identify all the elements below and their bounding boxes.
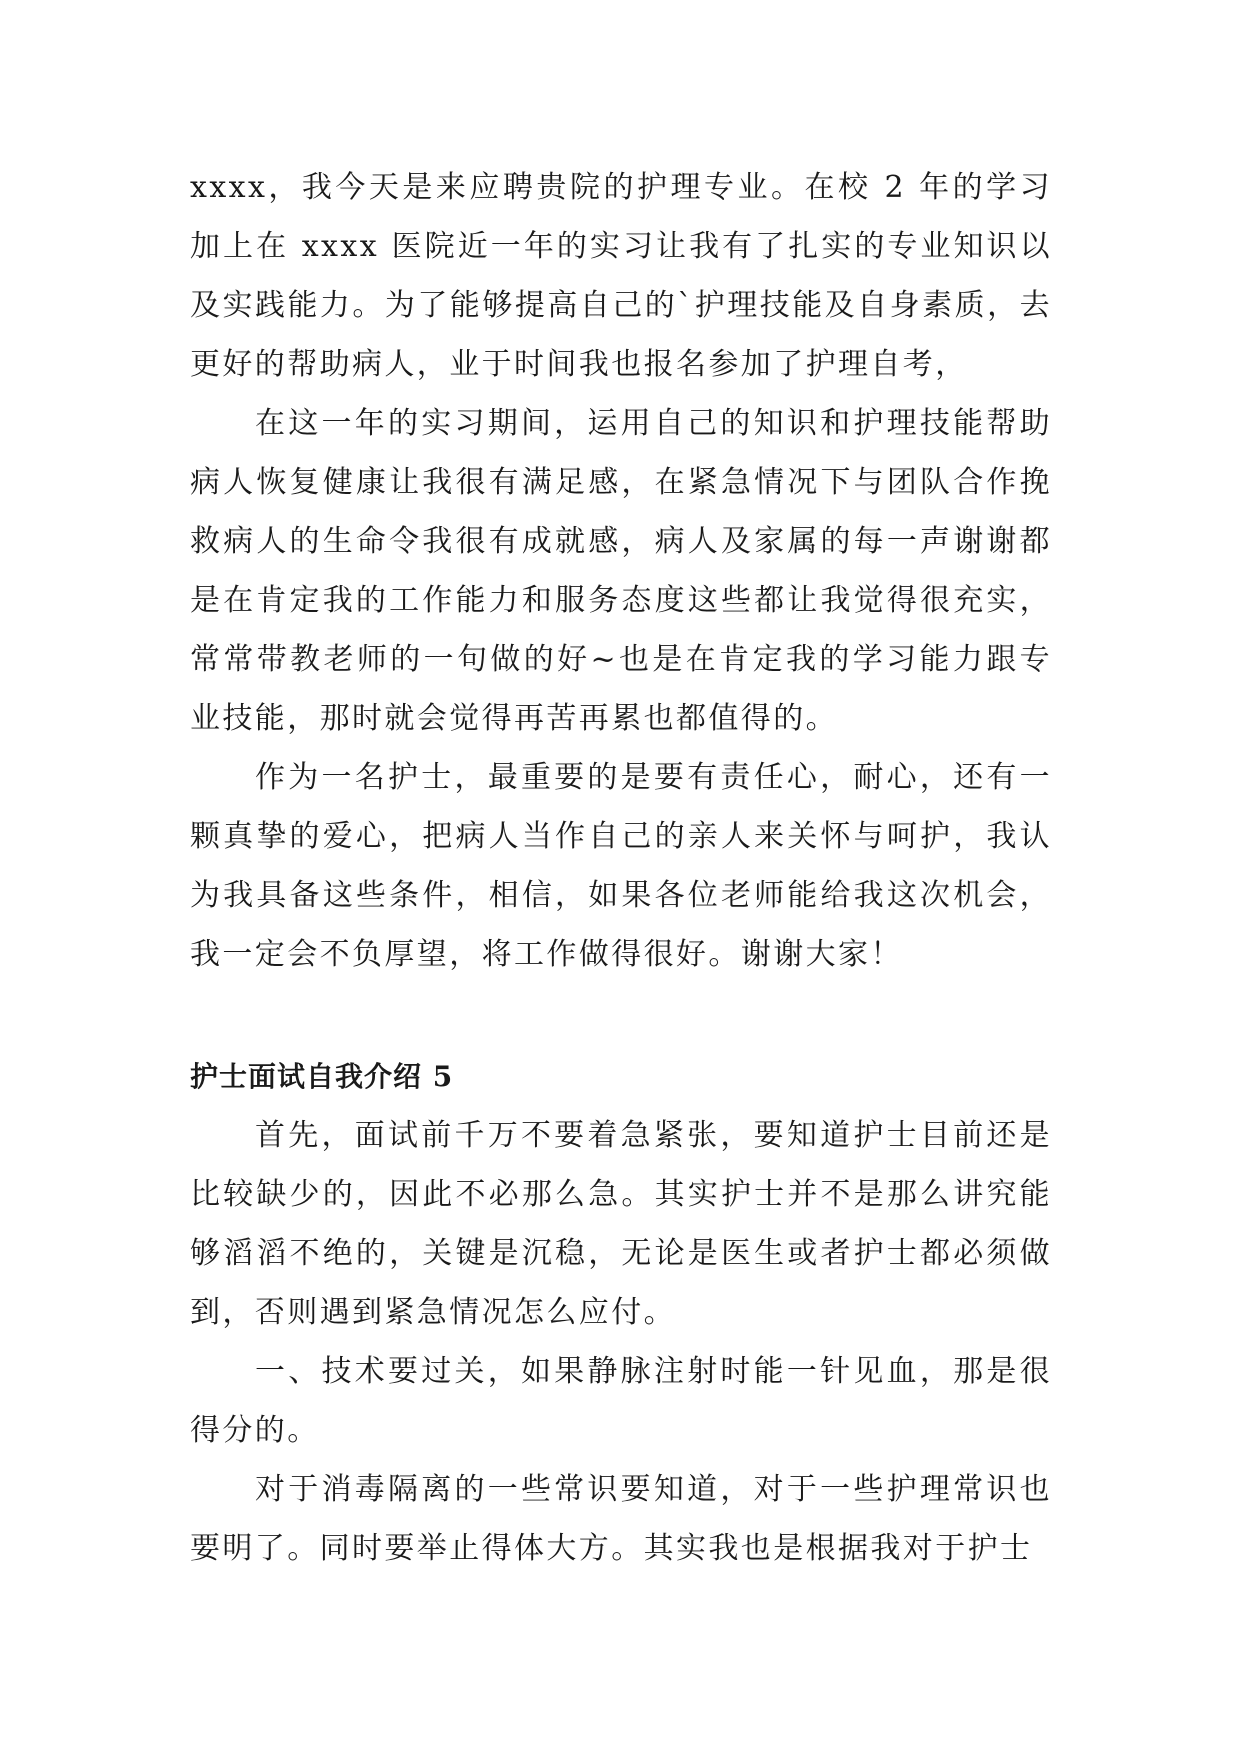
paragraph-disinfection-knowledge: 对于消毒隔离的一些常识要知道，对于一些护理常识也要明了。同时要举止得体大方。其实我也是根据我对于护士 [190,1472,1052,1566]
paragraph-technical-skill: 一、技术要过关，如果静脉注射时能一针见血，那是很得分的。 [190,1354,1052,1448]
section-title: 护士面试自我介绍 5 [190,1060,454,1093]
paragraph-application-intro: xxxx，我今天是来应聘贵院的护理专业。在校 2 年的学习加上在 xxxx 医院近一年的实习让我有了扎实的专业知识以及实践能力。为了能够提高自己的`护理技能及自身素质，去更好的帮助病人，业于时间我也报名参加了护理自考， [190,170,1052,382]
paragraph-nurse-qualities: 作为一名护士，最重要的是要有责任心，耐心，还有一颗真挚的爱心，把病人当作自己的亲人来关怀与呵护，我认为我具备这些条件，相信，如果各位老师能给我这次机会，我一定会不负厚望，将工作做得很好。谢谢大家！ [190,760,1052,972]
paragraph-internship-experience: 在这一年的实习期间，运用自己的知识和护理技能帮助病人恢复健康让我很有满足感，在紧急情况下与团队合作挽救病人的生命令我很有成就感，病人及家属的每一声谢谢都是在肯定我的工作能力和服务态度这些都让我觉得很充实，常常带教老师的一句做的好~也是在肯定我的学习能力跟专业技能，那时就会觉得再苦再累也都值得的。 [190,406,1052,736]
paragraph-interview-calm: 首先，面试前千万不要着急紧张，要知道护士目前还是比较缺少的，因此不必那么急。其实护士并不是那么讲究能够滔滔不绝的，关键是沉稳，无论是医生或者护士都必须做到，否则遇到紧急情况怎么应付。 [190,1118,1052,1330]
document-body [190,158,1052,1578]
